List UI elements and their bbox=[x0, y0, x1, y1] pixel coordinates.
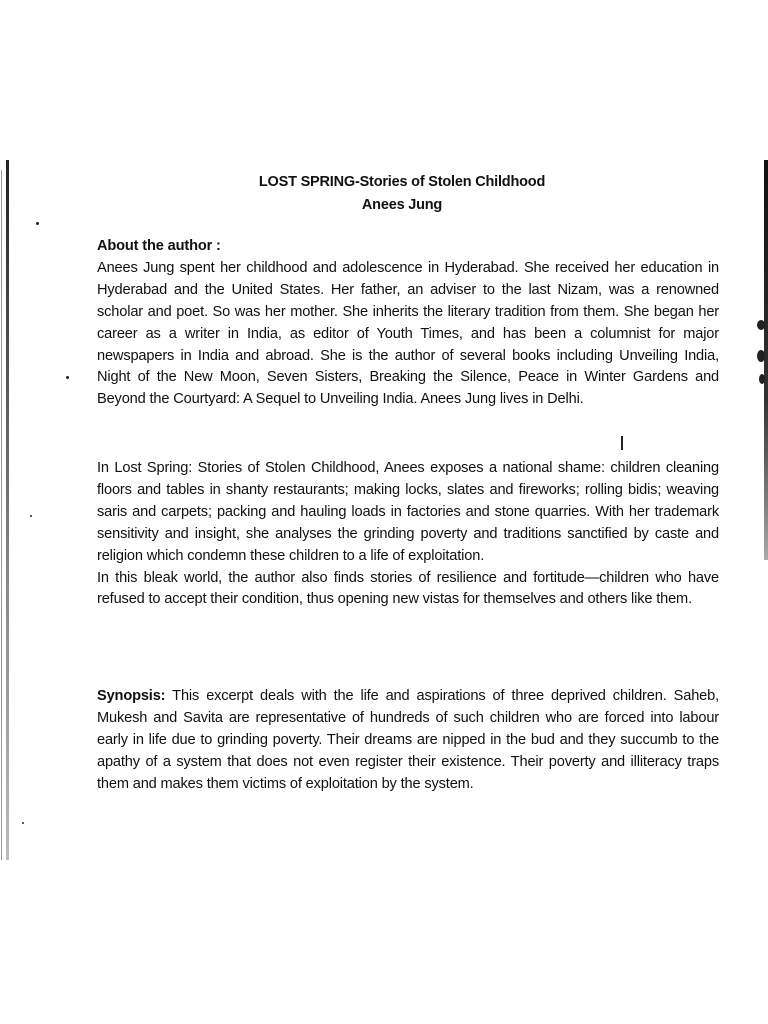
scan-speck bbox=[30, 515, 32, 517]
page-edge-left bbox=[6, 160, 9, 860]
about-author-section bbox=[97, 236, 719, 411]
text-cursor-mark bbox=[621, 436, 623, 450]
document-author: Anees Jung bbox=[361, 197, 443, 213]
scan-speck bbox=[757, 320, 765, 330]
lost-spring-paragraph-1: In Lost Spring: Stories of Stolen Childhood, Anees exposes a national shame: children cleaning floors and tables in shanty restaurants; making locks, slates and fireworks; rolling bidis; weaving saris and carpets; packing and hauling loads in factories and stone quarries. With her trademark sensitivity and insight, she analyses the grinding poverty and traditions sanctified by caste and religion which condemn these children to a life of exploitation. bbox=[97, 460, 719, 564]
synopsis-label: Synopsis: bbox=[97, 688, 166, 704]
about-author-text: Anees Jung spent her childhood and adolescence in Hyderabad. She received her education in Hyderabad and the United States. Her father, an adviser to the last Nizam, was a renowned scholar and poet. So was her mother. She inherits the literary tradition from them. She began her career as a writer in India, as editor of Youth Times, and has been a columnist for major newspapers in India and abroad. She is the author of several books including Unveiling India, Night of the New Moon, Seven Sisters, Breaking the Silence, Peace in Winter Gardens and Beyond the Courtyard: A Sequel to Unveiling India. Anees Jung lives in Delhi. bbox=[97, 259, 719, 408]
synopsis-section bbox=[97, 686, 719, 796]
scan-speck bbox=[36, 222, 39, 225]
page-edge-left-shadow bbox=[1, 170, 2, 860]
scan-speck bbox=[759, 374, 765, 384]
document-title: LOST SPRING-Stories of Stolen Childhood bbox=[258, 174, 546, 190]
page-edge-right bbox=[764, 160, 768, 560]
scan-speck bbox=[66, 376, 69, 379]
lost-spring-section bbox=[97, 458, 719, 611]
scan-speck bbox=[22, 822, 24, 824]
synopsis-text: This excerpt deals with the life and aspirations of three deprived children. Saheb, Mukesh and Savita are representative of hundreds of such children who are forced into labour early in life due to grinding poverty. Their dreams are nipped in the bud and they succumb to the apathy of a system that does not even register their existence. Their poverty and illiteracy traps them and makes them victims of exploitation by the system. bbox=[97, 688, 719, 792]
scan-speck bbox=[757, 350, 765, 362]
lost-spring-paragraph-2: In this bleak world, the author also finds stories of resilience and fortitude—children who have refused to accept their condition, thus opening new vistas for themselves and others like them. bbox=[97, 569, 719, 608]
about-author-heading: About the author : bbox=[97, 238, 221, 254]
